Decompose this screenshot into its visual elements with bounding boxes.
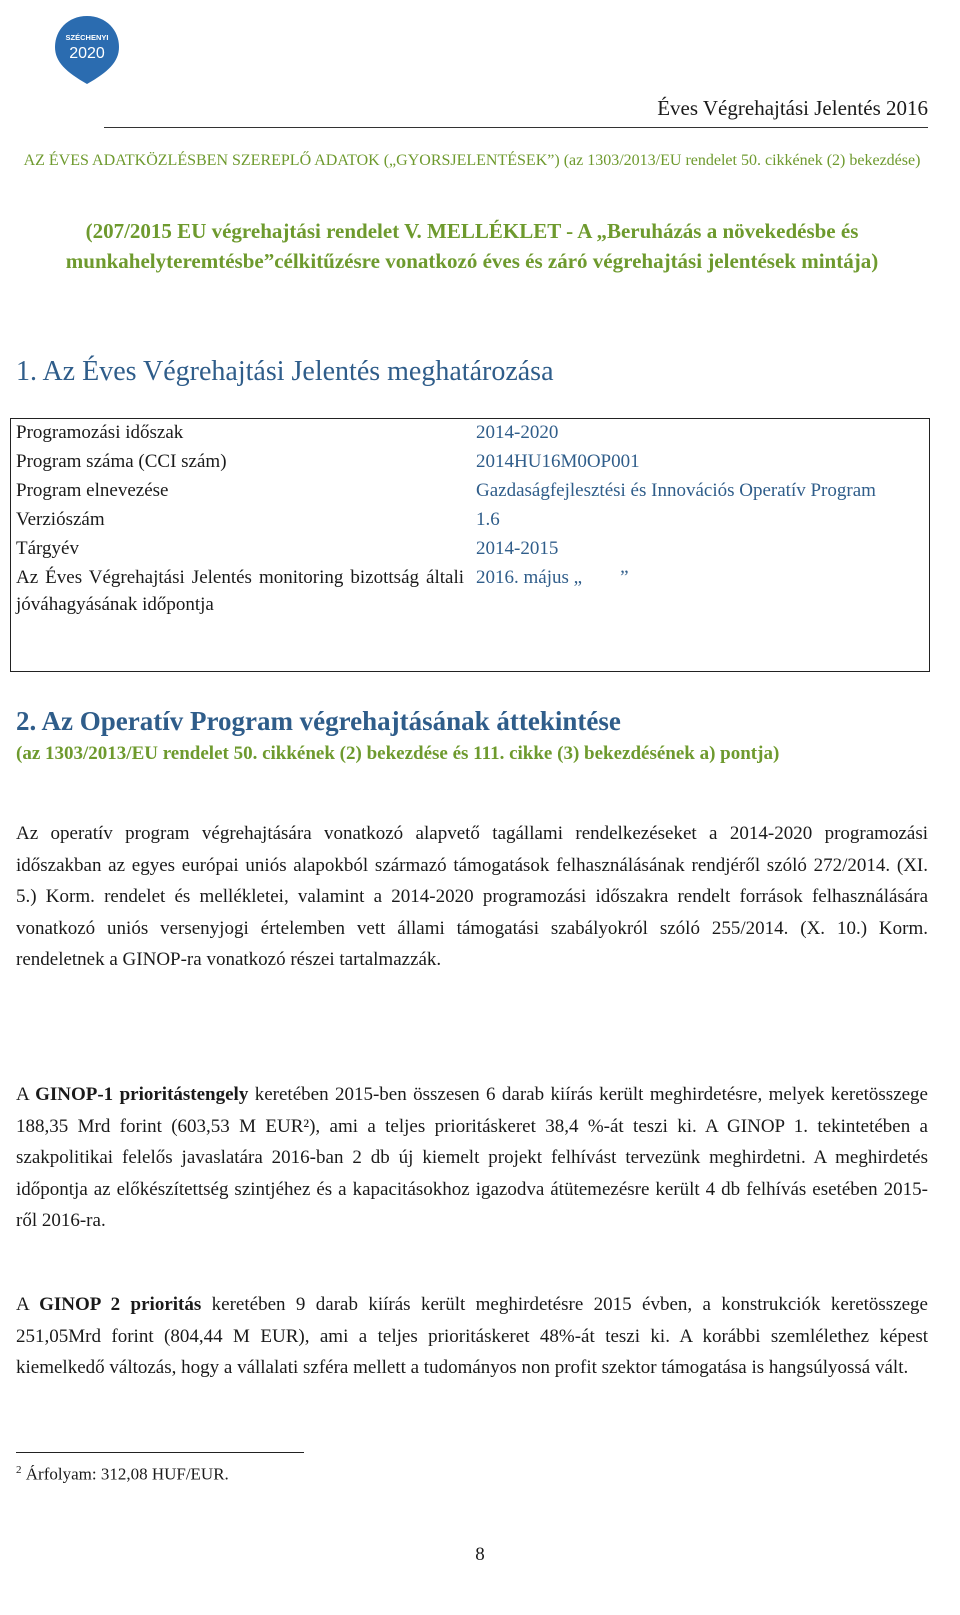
paragraph-bold-term: GINOP 2 prioritás [39,1294,202,1315]
table-row [10,563,930,619]
intro-subtitle: (207/2015 EU végrehajtási rendelet V. MELLÉKLET - A „Beruházás a növekedésbe és munkahelyteremtésbe”célkitűzésre vonatkozó éves és záró végrehajtási jelentések mintája) [65,219,879,273]
row-value: 2014HU16M0OP001 [476,451,640,472]
footnote [16,1464,229,1485]
logo-line1: SZÉCHENYI [65,33,109,42]
row-label: Programozási időszak [16,422,184,443]
table-row [10,418,930,447]
row-label: Program száma (CCI szám) [16,451,227,472]
paragraph-text: keretében 9 darab kiírás került meghirdetésre 2015 évben, a konstrukciók keretösszege 251,05Mrd forint (804,44 M EUR), ami a teljes prioritáskeret 48%-át teszi ki. A korábbi szemlélethez képest kiemelkedő változás, hogy a vállalati szféra mellett a tudományos non profit szektor támogatása is hangsúlyossá vált. [16,1294,928,1378]
row-value: 2014-2020 [476,422,559,443]
paragraph-text: A [16,1084,36,1105]
footnote-marker: 2 [16,1464,22,1476]
row-value: 2014-2015 [476,538,559,559]
paragraph-ginop-2 [16,1289,928,1384]
logo-line2: 2020 [69,45,105,62]
row-value: Gazdaságfejlesztési és Innovációs Operatív Program [476,480,876,501]
table-row [10,534,930,563]
intro-title: AZ ÉVES ADATKÖZLÉSBEN SZEREPLŐ ADATOK („GYORSJELENTÉSEK”) (az 1303/2013/EU rendelet 50. cikkének (2) bekezdése) [23,152,921,169]
paragraph-text: keretében 2015-ben összesen 6 darab kiírás került meghirdetésre, melyek keretösszege 188,35 Mrd forint (603,53 M EUR²), ami a teljes prioritáskeret 38,4 %-át teszi ki. A GINOP 1. tekintetében a szakpolitikai felelős javaslatára 2016-ban 2 db új kiemelt projekt felhívást tervezünk meghirdetni. A meghirdetés időpontja az előkészítettség szintjéhez és a kapacitásokhoz igazodva átütemezésre került 4 db felhívás esetében 2015-ről 2016-ra. [16,1084,928,1231]
section-2-heading: 2. Az Operatív Program végrehajtásának áttekintése [16,706,621,736]
szechenyi-2020-logo [52,14,122,86]
row-label: Tárgyév [16,538,79,559]
row-value: 1.6 [476,509,500,530]
program-info-table [10,418,930,619]
paragraph-bold-term: GINOP-1 prioritástengely [35,1084,249,1105]
footnote-text: Árfolyam: 312,08 HUF/EUR. [21,1464,229,1484]
table-row [10,476,930,505]
paragraph-legal-basis: Az operatív program végrehajtására vonatkozó alapvető tagállami rendelkezéseket a 2014-2020 programozási időszakban az egyes európai uniós alapokból származó támogatások felhasználásának rendjéről szóló 272/2014. (XI. 5.) Korm. rendelet és mellékletei, valamint a 2014-2020 programozási időszakra rendelt források felhasználására vonatkozó uniós versenyjogi értelemben vett állami támogatási szabályokról szóló 255/2014. (X. 10.) Korm. rendeletnek a GINOP-ra vonatkozó részei tartalmazzák. [16,823,928,970]
row-label: Az Éves Végrehajtási Jelentés monitoring bizottság általi jóváhagyásának időpontja [16,567,464,615]
row-value: 2016. május „ ” [476,567,629,588]
row-label: Program elnevezése [16,480,169,501]
footnote-rule [16,1452,304,1453]
section-1-heading: 1. Az Éves Végrehajtási Jelentés meghatározása [16,356,554,387]
table-row [10,505,930,534]
header-rule [104,127,928,128]
table-row [10,447,930,476]
running-header-title: Éves Végrehajtási Jelentés 2016 [657,96,928,120]
section-2-subheading: (az 1303/2013/EU rendelet 50. cikkének (2) bekezdése és 111. cikke (3) bekezdésének a) pontja) [16,743,780,764]
row-label: Verziószám [16,509,105,530]
paragraph-ginop-1 [16,1079,928,1237]
paragraph-text: A [16,1294,40,1315]
page-number: 8 [475,1544,485,1565]
